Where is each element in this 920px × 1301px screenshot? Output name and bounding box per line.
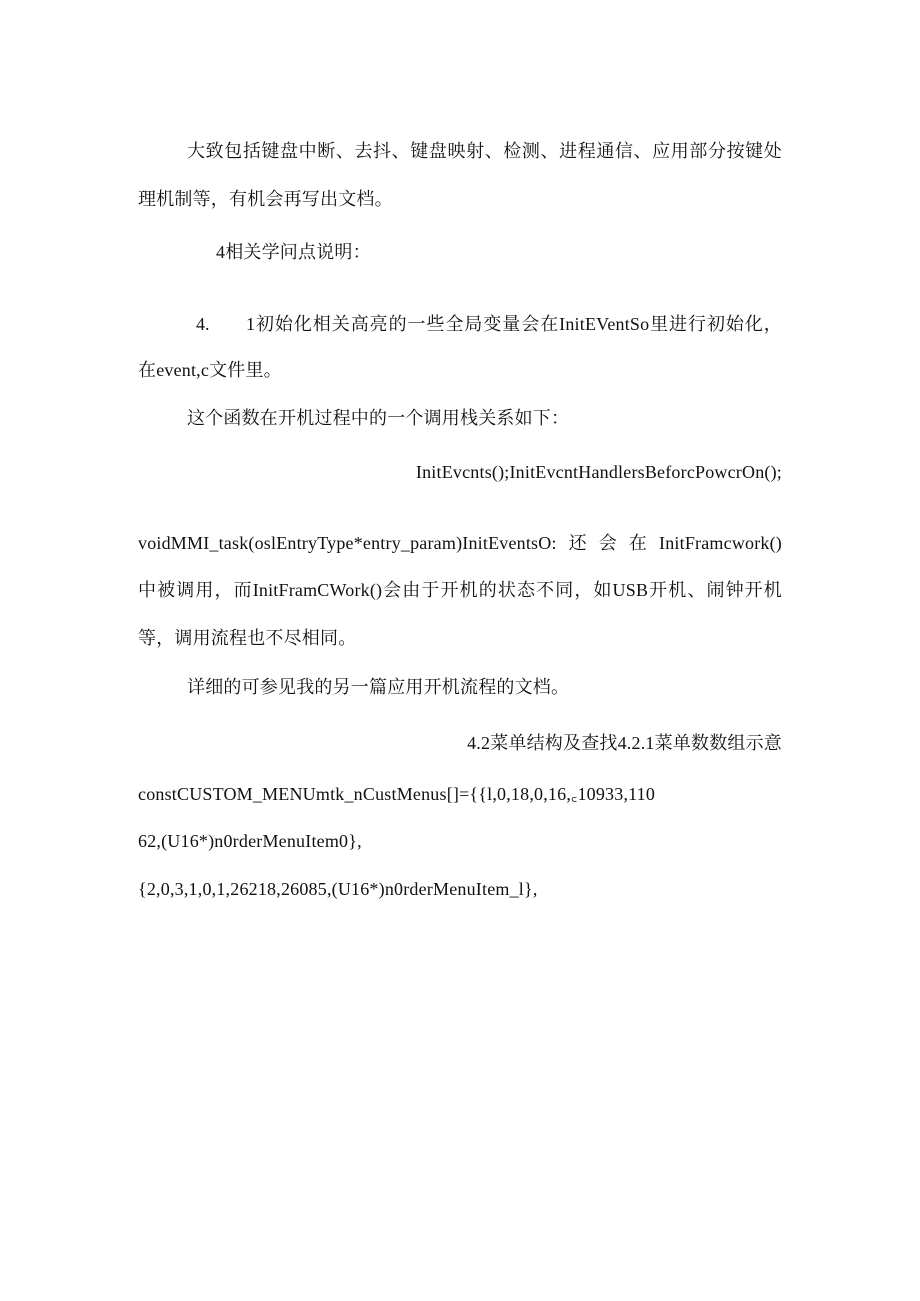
code-line-1: constCUSTOM_MENUmtk_nCustMenus[]={{l,0,18,0,16,꜀10933,110 — [138, 784, 656, 804]
paragraph-3-line-1: 详细的可参见我的另一篇应用开机流程的文档。 — [187, 677, 570, 697]
section-4-heading: 4相关学问点说明： — [216, 242, 371, 262]
callstack-intro: 这个函数在开机过程中的一个调用栈关系如下： — [187, 408, 570, 428]
paragraph-2-line-2: 中被调用，而InitFramCWork()会由于开机的状态不同，如USB开机、闹钟开机 — [138, 580, 782, 600]
code-line-2: 62,(U16*)n0rderMenuItem0}, — [138, 831, 362, 851]
section-4-2-heading: 4.2菜单结构及查找4.2.1菜单数数组示意 — [467, 733, 782, 753]
paragraph-2-line-3: 等，调用流程也不尽相同。 — [138, 628, 357, 648]
paragraph-1-line-1: 大致包括键盘中断、去抖、键盘映射、检测、进程通信、应用部分按键处 — [187, 141, 782, 161]
section-4-1-line-2: 在event,c文件里。 — [138, 360, 282, 380]
paragraph-1-line-2: 理机制等，有机会再写出文档。 — [138, 189, 393, 209]
callstack-calls: InitEvcnts();InitEvcntHandlersBeforcPowcrOn(); — [415, 462, 782, 482]
code-line-3: {2,0,3,1,0,1,26218,26085,(U16*)n0rderMenuItem_l}, — [138, 879, 538, 899]
section-4-1-number: 4. — [196, 314, 210, 334]
section-4-1-line-1: 1初始化相关高亮的一些全局变量会在InitEVentSo里进行初始化， — [246, 314, 782, 334]
paragraph-2-line-1: voidMMI_task(oslEntryType*entry_param)InitEventsO:还会在InitFramcwork() — [138, 533, 782, 553]
